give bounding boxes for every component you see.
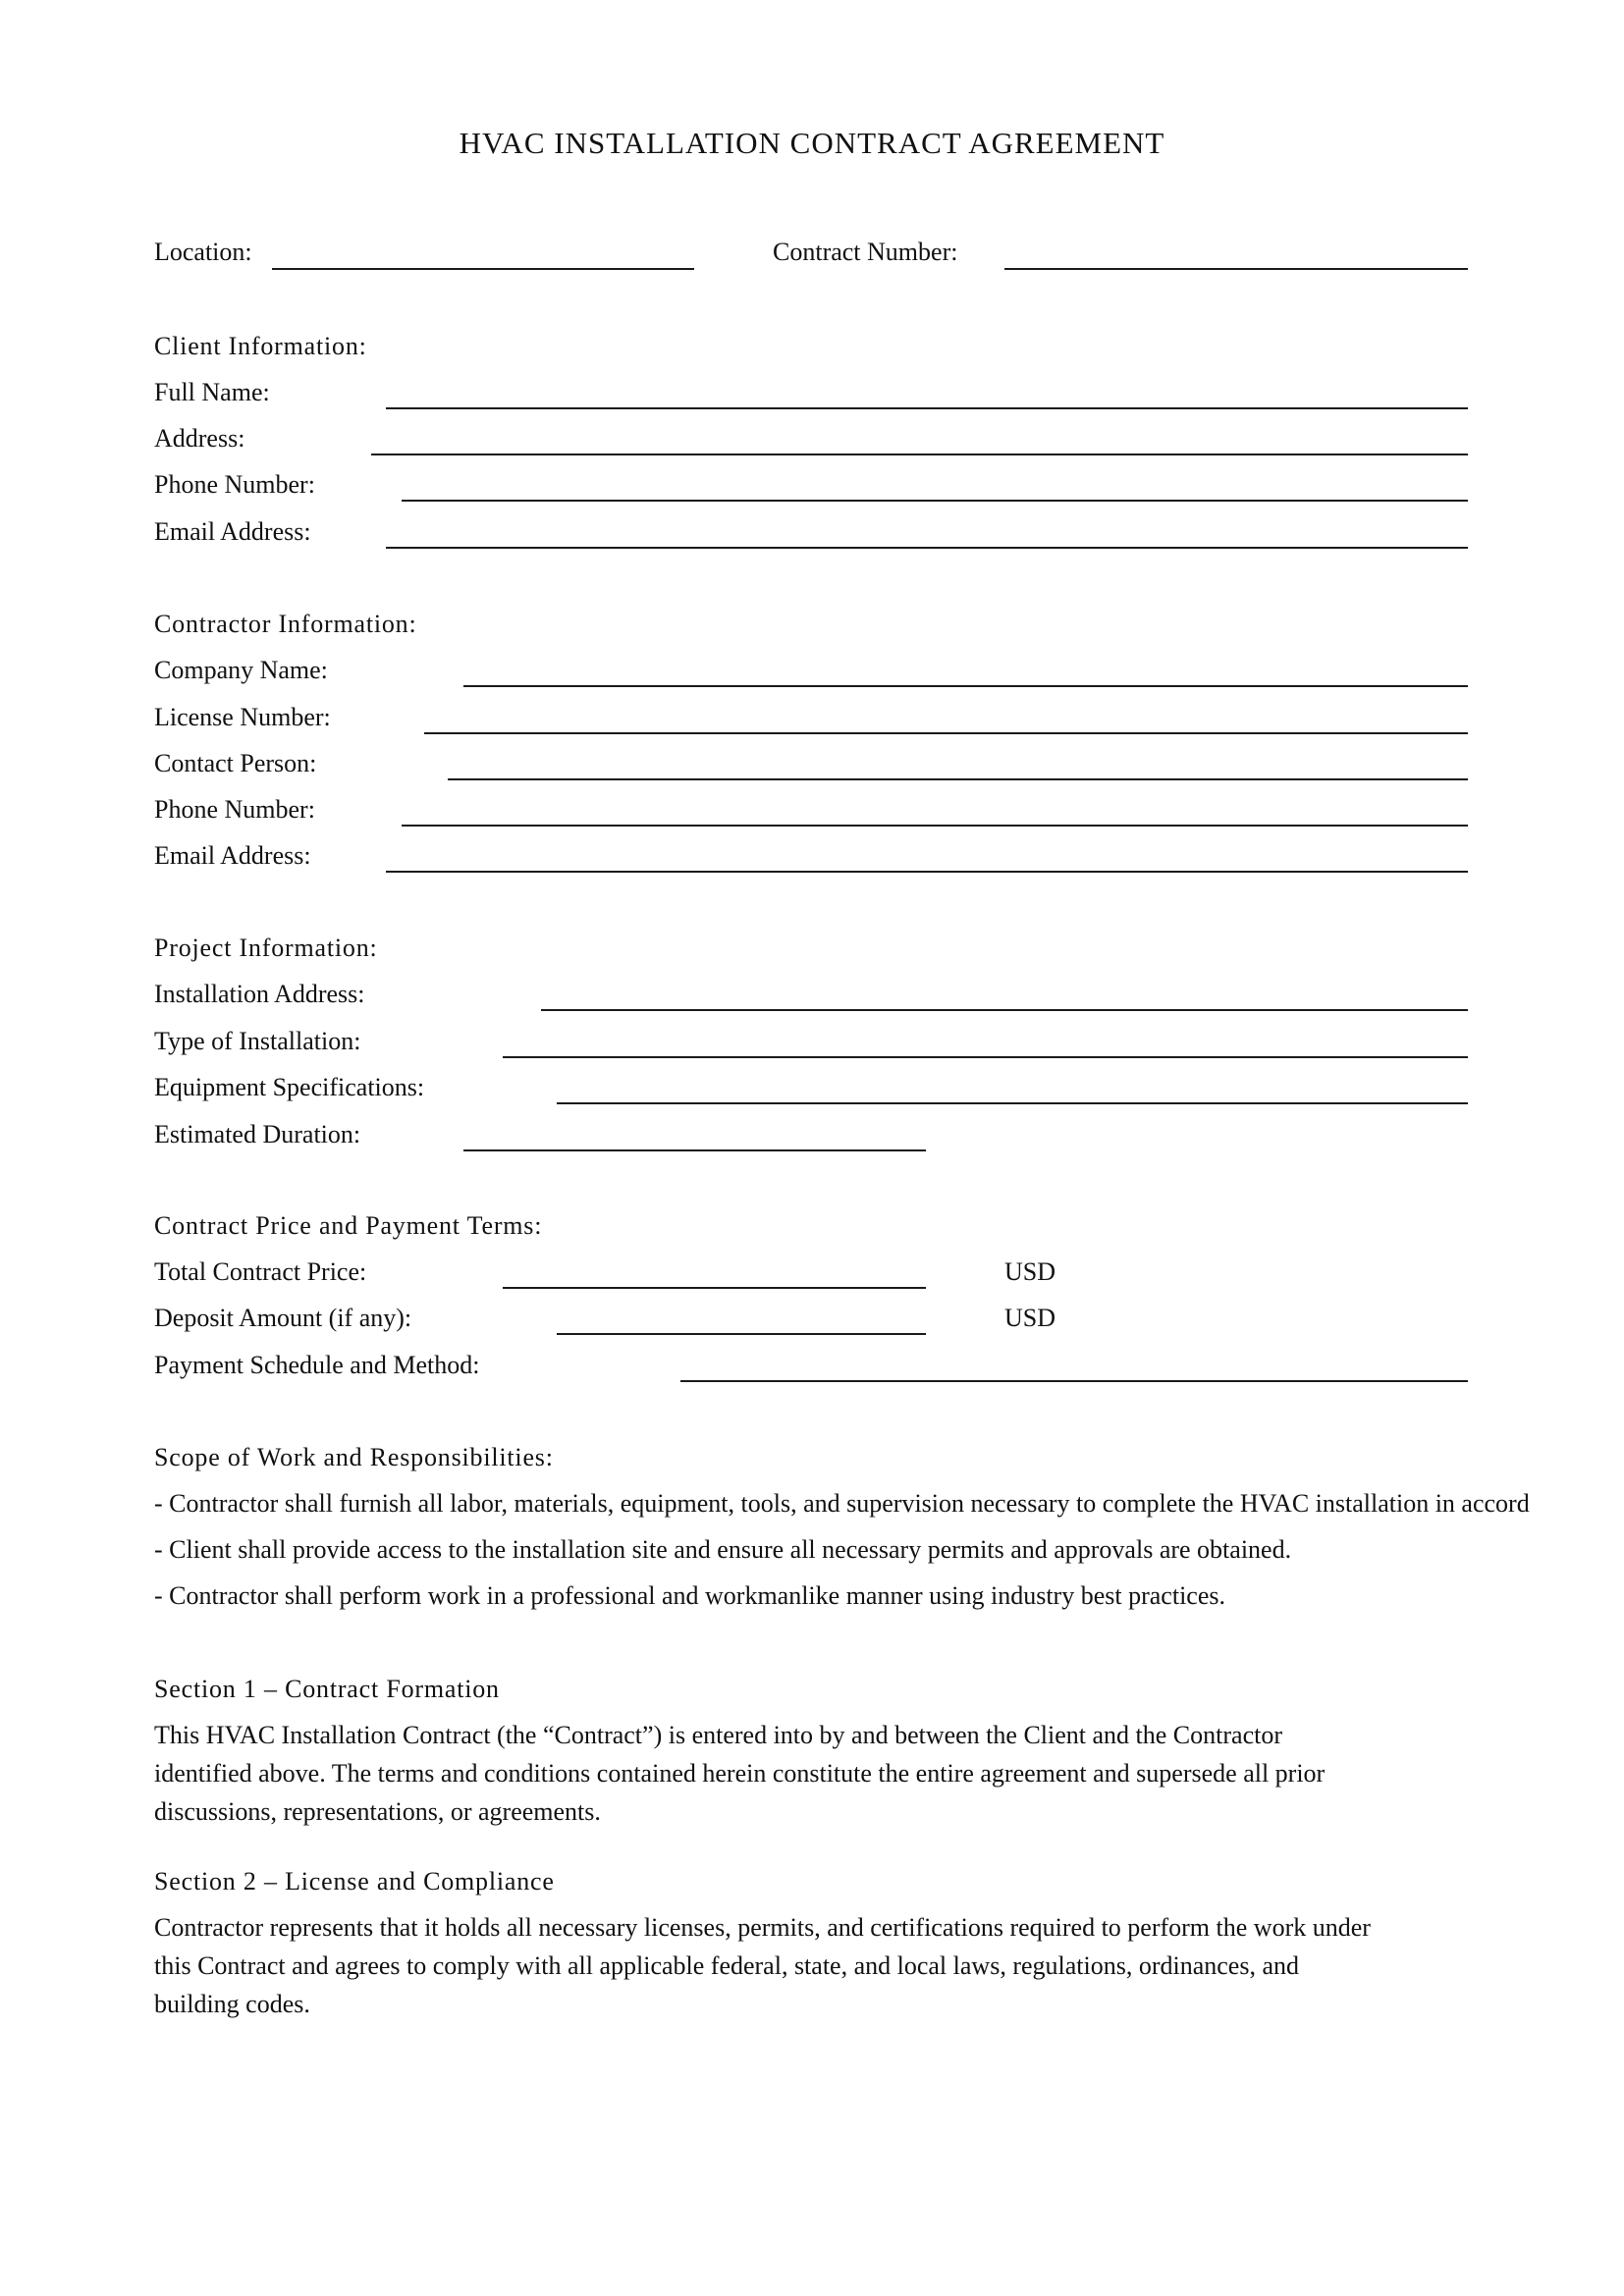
- section-1-heading: Section 1 – Contract Formation: [154, 1675, 500, 1703]
- section-2-line: Contractor represents that it holds all necessary licenses, permits, and certifications required to perform the work under: [154, 1913, 1371, 1942]
- contractor-email-field[interactable]: [386, 871, 1468, 873]
- deposit-field[interactable]: [557, 1333, 926, 1335]
- scope-heading: Scope of Work and Responsibilities:: [154, 1443, 554, 1471]
- contractor-contact-field[interactable]: [448, 778, 1468, 780]
- scope-item: - Contractor shall furnish all labor, materials, equipment, tools, and supervision necessary to complete the HVAC installation in accord: [154, 1489, 1530, 1518]
- payment-schedule-label: Payment Schedule and Method:: [154, 1351, 480, 1379]
- project-duration-field[interactable]: [463, 1149, 926, 1151]
- total-price-label: Total Contract Price:: [154, 1257, 367, 1286]
- total-price-field[interactable]: [503, 1287, 926, 1289]
- client-full-name-label: Full Name:: [154, 378, 270, 406]
- project-info-heading: Project Information:: [154, 934, 378, 962]
- contractor-company-label: Company Name:: [154, 656, 328, 684]
- project-installation-address-field[interactable]: [541, 1009, 1468, 1011]
- contractor-phone-label: Phone Number:: [154, 795, 315, 824]
- deposit-label: Deposit Amount (if any):: [154, 1304, 412, 1332]
- page-title: HVAC INSTALLATION CONTRACT AGREEMENT: [459, 126, 1165, 160]
- section-1-line: identified above. The terms and conditions contained herein constitute the entire agreement and supersede all prior: [154, 1759, 1326, 1788]
- section-1-line: This HVAC Installation Contract (the “Contract”) is entered into by and between the Client and the Contractor: [154, 1721, 1282, 1749]
- location-label: Location:: [154, 238, 252, 266]
- client-address-label: Address:: [154, 424, 245, 453]
- scope-item: - Client shall provide access to the installation site and ensure all necessary permits and approvals are obtained.: [154, 1535, 1292, 1564]
- contractor-info-heading: Contractor Information:: [154, 610, 417, 638]
- project-equipment-field[interactable]: [557, 1102, 1468, 1104]
- client-email-label: Email Address:: [154, 517, 311, 546]
- client-phone-field[interactable]: [402, 500, 1468, 502]
- location-field[interactable]: [272, 268, 694, 270]
- contract-number-label: Contract Number:: [773, 238, 958, 266]
- client-full-name-field[interactable]: [386, 407, 1468, 409]
- project-equipment-label: Equipment Specifications:: [154, 1073, 425, 1101]
- project-installation-address-label: Installation Address:: [154, 980, 365, 1008]
- contractor-license-label: License Number:: [154, 703, 331, 731]
- section-2-line: building codes.: [154, 1990, 310, 2018]
- contractor-contact-label: Contact Person:: [154, 749, 317, 777]
- project-type-label: Type of Installation:: [154, 1027, 361, 1055]
- client-info-heading: Client Information:: [154, 332, 367, 360]
- project-type-field[interactable]: [503, 1056, 1468, 1058]
- total-price-currency: USD: [1004, 1257, 1056, 1286]
- payment-schedule-field[interactable]: [680, 1380, 1468, 1382]
- payment-heading: Contract Price and Payment Terms:: [154, 1211, 543, 1240]
- contractor-phone-field[interactable]: [402, 825, 1468, 827]
- client-email-field[interactable]: [386, 547, 1468, 549]
- contract-number-field[interactable]: [1004, 268, 1468, 270]
- scope-item: - Contractor shall perform work in a professional and workmanlike manner using industry best practices.: [154, 1581, 1225, 1610]
- section-2-line: this Contract and agrees to comply with all applicable federal, state, and local laws, regulations, ordinances, and: [154, 1951, 1300, 1980]
- section-2-heading: Section 2 – License and Compliance: [154, 1867, 555, 1896]
- contractor-email-label: Email Address:: [154, 841, 311, 870]
- client-address-field[interactable]: [371, 454, 1468, 455]
- deposit-currency: USD: [1004, 1304, 1056, 1332]
- project-duration-label: Estimated Duration:: [154, 1120, 361, 1148]
- section-1-line: discussions, representations, or agreements.: [154, 1797, 601, 1826]
- contractor-license-field[interactable]: [424, 732, 1468, 734]
- contractor-company-field[interactable]: [463, 685, 1468, 687]
- client-phone-label: Phone Number:: [154, 470, 315, 499]
